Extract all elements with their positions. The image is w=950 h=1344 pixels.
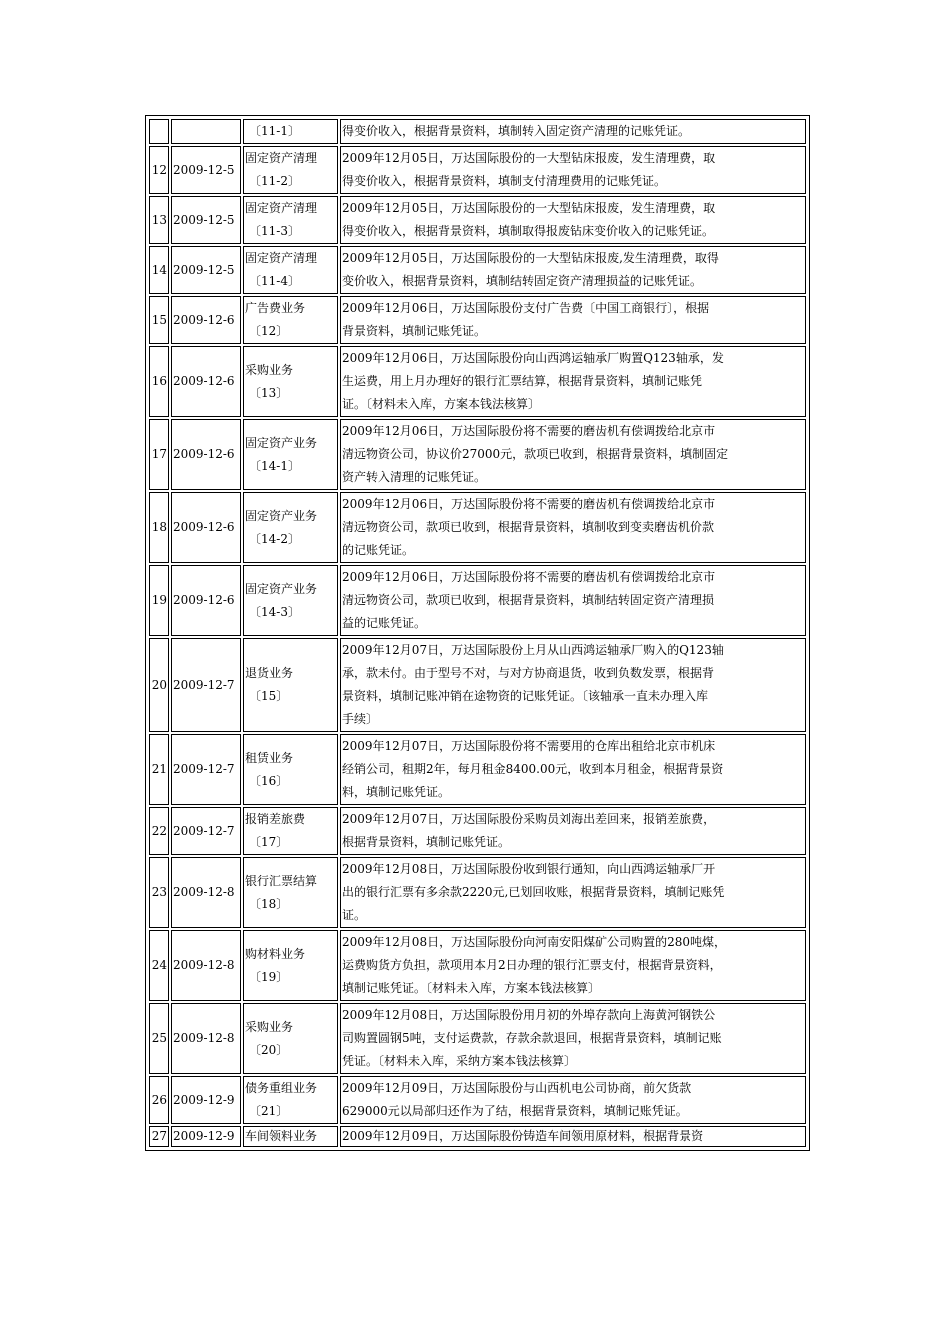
row-business-type xyxy=(243,146,338,194)
table-body xyxy=(149,119,806,1147)
table-row xyxy=(149,734,806,805)
business-code: 〔16〕 xyxy=(249,773,289,788)
table-row xyxy=(149,1126,806,1147)
row-description: 2009年12月08日，万达国际股份收到银行通知，向山西鸿运轴承厂开 出的银行汇票有多余款2220元,已划回收账，根据背景资料，填制记账凭 证。 xyxy=(340,857,806,928)
table-row xyxy=(149,119,806,144)
row-number: 25 xyxy=(149,1003,169,1074)
business-code: 〔15〕 xyxy=(249,689,289,703)
row-date: 2009-12-8 xyxy=(171,930,241,1001)
business-type-label: 固定资产业务 xyxy=(245,581,318,596)
table-row xyxy=(149,296,806,344)
row-date: 2009-12-9 xyxy=(171,1126,241,1147)
row-business-type xyxy=(243,346,338,417)
business-code: 〔18〕 xyxy=(249,896,289,911)
business-type-label: 租赁业务 xyxy=(245,750,294,765)
table-row xyxy=(149,930,806,1001)
row-date: 2009-12-5 xyxy=(171,246,241,294)
row-description: 2009年12月06日，万达国际股份将不需要的磨齿机有偿调拨给北京市 清远物资公司，款项已收到，根据背景资料，填制结转固定资产清理损 益的记账凭证。 xyxy=(340,565,806,636)
row-number: 18 xyxy=(149,492,169,563)
row-number xyxy=(149,119,169,144)
business-code: 〔14-3〕 xyxy=(249,604,300,619)
row-business-type xyxy=(243,296,338,344)
row-date: 2009-12-6 xyxy=(171,565,241,636)
business-code: 〔19〕 xyxy=(249,969,289,984)
row-number: 20 xyxy=(149,638,169,732)
table-row xyxy=(149,196,806,244)
row-business-type xyxy=(243,119,338,144)
business-code: 〔12〕 xyxy=(249,324,289,338)
row-business-type xyxy=(243,734,338,805)
table-row xyxy=(149,146,806,194)
row-number: 22 xyxy=(149,807,169,855)
row-description: 2009年12月06日，万达国际股份将不需要的磨齿机有偿调拨给北京市 清远物资公司，协议价27000元，款项已收到，根据背景资料，填制固定 资产转入清理的记账凭证。 xyxy=(340,419,806,490)
row-number: 15 xyxy=(149,296,169,344)
business-type-label: 采购业务 xyxy=(245,362,294,377)
row-description: 2009年12月06日，万达国际股份支付广告费〔中国工商银行〕，根据 背景资料，填制记账凭证。 xyxy=(340,296,806,344)
table-row xyxy=(149,638,806,732)
row-date: 2009-12-7 xyxy=(171,734,241,805)
table-row xyxy=(149,857,806,928)
business-code: 〔13〕 xyxy=(249,385,289,400)
row-description: 2009年12月09日，万达国际股份铸造车间领用原材料，根据背景资 xyxy=(340,1126,806,1147)
row-business-type xyxy=(243,492,338,563)
table-row xyxy=(149,346,806,417)
row-date: 2009-12-9 xyxy=(171,1076,241,1124)
business-type-label: 固定资产清理 xyxy=(245,151,318,165)
row-date: 2009-12-8 xyxy=(171,1003,241,1074)
row-number: 14 xyxy=(149,246,169,294)
business-type-label: 广告费业务 xyxy=(245,301,306,315)
row-date: 2009-12-7 xyxy=(171,638,241,732)
business-code: 〔17〕 xyxy=(249,835,289,849)
row-description: 2009年12月07日，万达国际股份将不需要用的仓库出租给北京市机床 经销公司，租期2年，每月租金8400.00元，收到本月租金，根据背景资 料，填制记账凭证。 xyxy=(340,734,806,805)
row-description: 2009年12月09日，万达国际股份与山西机电公司协商，前欠货款 629000元以局部归还作为了结，根据背景资料，填制记账凭证。 xyxy=(340,1076,806,1124)
business-code: 〔11-2〕 xyxy=(249,174,300,188)
row-business-type xyxy=(243,857,338,928)
business-type-label: 退货业务 xyxy=(245,666,294,680)
table-row xyxy=(149,419,806,490)
row-business-type xyxy=(243,196,338,244)
row-description: 2009年12月07日，万达国际股份上月从山西鸿运轴承厂购入的Q123轴 承，款未付。由于型号不对，与对方协商退货，收到负数发票，根据背 景资料，填制记账冲销在途物资的记账凭证。〔该轴承一直未办理入库 手续〕 xyxy=(340,638,806,732)
row-description: 2009年12月08日，万达国际股份向河南安阳煤矿公司购置的280吨煤， 运费购货方负担，款项用本月2日办理的银行汇票支付，根据背景资料， 填制记账凭证。〔材料未入库，方案本钱法核算〕 xyxy=(340,930,806,1001)
row-description: 2009年12月05日，万达国际股份的一大型钻床报废,发生清理费，取得 变价收入，根据背景资料，填制结转固定资产清理损益的记账凭证。 xyxy=(340,246,806,294)
business-type-label: 债务重组业务 xyxy=(245,1081,318,1095)
row-business-type xyxy=(243,246,338,294)
business-type-label: 固定资产清理 xyxy=(245,201,318,215)
row-description: 得变价收入，根据背景资料，填制转入固定资产清理的记账凭证。 xyxy=(340,119,806,144)
row-date: 2009-12-6 xyxy=(171,346,241,417)
table-row xyxy=(149,807,806,855)
row-description: 2009年12月06日，万达国际股份向山西鸿运轴承厂购置Q123轴承，发 生运费，用上月办理好的银行汇票结算，根据背景资料，填制记账凭 证。〔材料未入库，方案本钱法核算〕 xyxy=(340,346,806,417)
row-description: 2009年12月05日，万达国际股份的一大型钻床报废，发生清理费，取 得变价收入，根据背景资料，填制取得报废钻床变价收入的记账凭证。 xyxy=(340,196,806,244)
table-row xyxy=(149,492,806,563)
row-business-type xyxy=(243,638,338,732)
business-type-label: 固定资产业务 xyxy=(245,508,318,523)
row-number: 13 xyxy=(149,196,169,244)
business-code: 〔21〕 xyxy=(249,1104,289,1118)
row-number: 26 xyxy=(149,1076,169,1124)
row-date: 2009-12-6 xyxy=(171,296,241,344)
row-date: 2009-12-5 xyxy=(171,146,241,194)
table-row xyxy=(149,246,806,294)
business-type-label: 车间领料业务 xyxy=(245,1129,318,1143)
business-type-label: 报销差旅费 xyxy=(245,812,306,826)
business-code: 〔14-1〕 xyxy=(249,458,300,473)
row-date xyxy=(171,119,241,144)
row-business-type xyxy=(243,565,338,636)
transaction-table xyxy=(145,115,810,1151)
table-row xyxy=(149,1076,806,1124)
row-number: 12 xyxy=(149,146,169,194)
row-number: 19 xyxy=(149,565,169,636)
business-code: 〔20〕 xyxy=(249,1042,289,1057)
business-type-label: 固定资产清理 xyxy=(245,251,318,265)
row-description: 2009年12月08日，万达国际股份用月初的外埠存款向上海黄河钢铁公 司购置圆钢5吨，支付运费款，存款余款退回，根据背景资料，填制记账 凭证。〔材料未入库，采纳方案本钱法核算〕 xyxy=(340,1003,806,1074)
row-date: 2009-12-6 xyxy=(171,492,241,563)
row-number: 16 xyxy=(149,346,169,417)
row-date: 2009-12-7 xyxy=(171,807,241,855)
table-row xyxy=(149,565,806,636)
row-number: 23 xyxy=(149,857,169,928)
business-code: 〔14-2〕 xyxy=(249,531,300,546)
row-description: 2009年12月05日，万达国际股份的一大型钻床报废，发生清理费，取 得变价收入，根据背景资料，填制支付清理费用的记账凭证。 xyxy=(340,146,806,194)
row-business-type xyxy=(243,930,338,1001)
business-code: 〔11-3〕 xyxy=(249,224,300,238)
row-date: 2009-12-5 xyxy=(171,196,241,244)
row-number: 27 xyxy=(149,1126,169,1147)
row-number: 17 xyxy=(149,419,169,490)
row-business-type xyxy=(243,419,338,490)
table-row xyxy=(149,1003,806,1074)
row-business-type xyxy=(243,1126,338,1147)
row-description: 2009年12月07日，万达国际股份采购员刘海出差回来，报销差旅费， 根据背景资料，填制记账凭证。 xyxy=(340,807,806,855)
row-business-type xyxy=(243,807,338,855)
business-code: 〔11-1〕 xyxy=(249,124,300,138)
row-description: 2009年12月06日，万达国际股份将不需要的磨齿机有偿调拨给北京市 清远物资公司，款项已收到，根据背景资料，填制收到变卖磨齿机价款 的记账凭证。 xyxy=(340,492,806,563)
row-business-type xyxy=(243,1003,338,1074)
business-code: 〔11-4〕 xyxy=(249,274,300,288)
row-number: 21 xyxy=(149,734,169,805)
business-type-label: 银行汇票结算 xyxy=(245,873,318,888)
business-type-label: 购材料业务 xyxy=(245,946,306,961)
row-date: 2009-12-6 xyxy=(171,419,241,490)
row-business-type xyxy=(243,1076,338,1124)
row-date: 2009-12-8 xyxy=(171,857,241,928)
business-type-label: 采购业务 xyxy=(245,1019,294,1034)
business-type-label: 固定资产业务 xyxy=(245,435,318,450)
row-number: 24 xyxy=(149,930,169,1001)
